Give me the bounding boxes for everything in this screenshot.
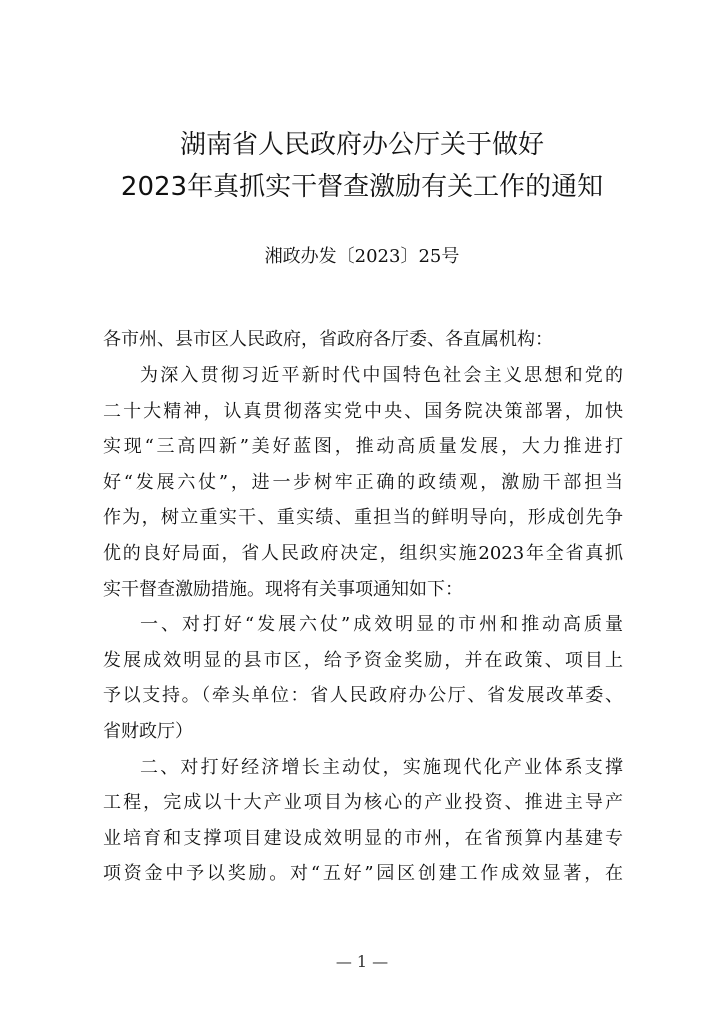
- paragraph-2-line-4: 省财政厅）: [103, 720, 193, 742]
- document-number: 湘政办发〔2023〕25号: [264, 246, 460, 267]
- paragraph-1-line-3: 实现“三高四新”美好蓝图，推动高质量发展，大力推进打: [103, 436, 623, 458]
- body-paragraphs: [103, 358, 623, 892]
- paragraph-1-line-2: 二十大精神，认真贯彻落实党中央、国务院决策部署，加快: [103, 400, 623, 422]
- paragraph-1-line-4: 好“发展六仗”，进一步树牢正确的政绩观，激励干部担当: [103, 471, 623, 493]
- paragraph-2-line-3: 予以支持。（牵头单位：省人民政府办公厅、省发展改革委、: [103, 685, 623, 707]
- paragraph-3-line-3: 业培育和支撑项目建设成效明显的市州，在省预算内基建专: [103, 827, 623, 849]
- paragraph-3-line-2: 工程，完成以十大产业项目为核心的产业投资、推进主导产: [103, 792, 623, 814]
- paragraph-3-line-4: 项资金中予以奖励。对“五好”园区创建工作成效显著，在: [103, 863, 623, 885]
- paragraph-1-line-1: 为深入贯彻习近平新时代中国特色社会主义思想和党的: [140, 365, 623, 386]
- paragraph-3-line-1: 二、对打好经济增长主动仗，实施现代化产业体系支撑: [140, 756, 623, 778]
- paragraph-1-line-7: 实干督查激励措施。现将有关事项通知如下：: [103, 578, 463, 600]
- page-number: — 1 —: [335, 952, 389, 971]
- document-title-line-1: 湖南省人民政府办公厅关于做好: [179, 130, 544, 160]
- paragraph-1-line-6: 优的良好局面，省人民政府决定，组织实施2023年全省真抓: [103, 542, 623, 564]
- document-title-line-2: 2023年真抓实干督查激励有关工作的通知: [120, 172, 604, 202]
- paragraph-2-line-1: 一、对打好“发展六仗”成效明显的市州和推动高质量: [140, 614, 623, 636]
- salutation: 各市州、县市区人民政府，省政府各厅委、各直属机构：: [103, 329, 553, 350]
- salutation-block: [103, 322, 623, 358]
- paragraph-2-line-2: 发展成效明显的县市区，给予资金奖励，并在政策、项目上: [103, 649, 623, 671]
- paragraph-1-line-5: 作为，树立重实干、重实绩、重担当的鲜明导向，形成创先争: [103, 507, 623, 529]
